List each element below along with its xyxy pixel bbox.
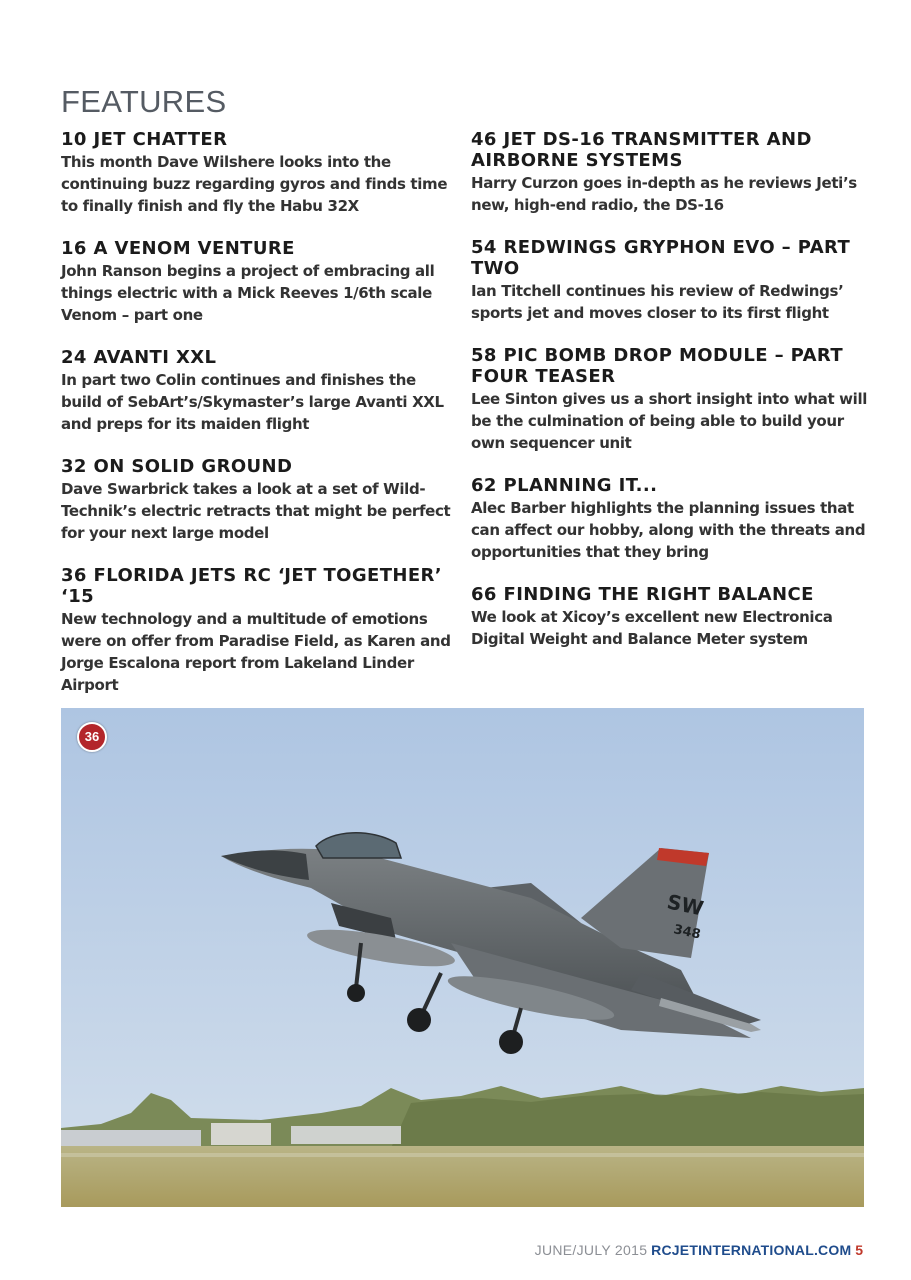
feature-item[interactable]	[61, 238, 453, 326]
building	[211, 1123, 271, 1145]
feature-description: We look at Xicoy’s excellent new Electronica Digital Weight and Balance Meter system	[471, 608, 833, 648]
jet-wheel	[499, 1030, 523, 1054]
feature-item[interactable]	[61, 347, 453, 435]
building	[61, 1130, 201, 1148]
section-title: FEATURES	[61, 84, 227, 119]
feature-title: 36 FLORIDA JETS RC ‘JET TOGETHER’ ‘15	[61, 565, 443, 607]
jet-wheel	[347, 984, 365, 1002]
features-right-column	[471, 129, 871, 671]
building	[291, 1126, 401, 1144]
issue-date: JUNE/JULY 2015	[534, 1242, 648, 1258]
feature-item[interactable]	[61, 565, 453, 696]
feature-title: 66 FINDING THE RIGHT BALANCE	[471, 584, 814, 605]
feature-title: 62 PLANNING IT...	[471, 475, 658, 496]
feature-item[interactable]	[471, 129, 871, 216]
jet-tail-code: SW	[664, 889, 706, 921]
feature-description: Dave Swarbrick takes a look at a set of Wild-Technik’s electric retracts that might be perfect for your next large model	[61, 480, 451, 542]
feature-description: Harry Curzon goes in-depth as he reviews Jeti’s new, high-end radio, the DS-16	[471, 174, 857, 214]
feature-title: 10 JET CHATTER	[61, 129, 228, 150]
website-link[interactable]: RCJETINTERNATIONAL.COM	[651, 1242, 852, 1258]
page-number: 5	[855, 1242, 863, 1258]
features-left-column	[61, 129, 453, 717]
feature-description: Ian Titchell continues his review of Redwings’ sports jet and moves closer to its first flight	[471, 282, 844, 322]
feature-description: In part two Colin continues and finishes the build of SebArt’s/Skymaster’s large Avanti XXL and preps for its maiden flight	[61, 371, 444, 433]
feature-title: 32 ON SOLID GROUND	[61, 456, 293, 477]
feature-description: John Ranson begins a project of embracing all things electric with a Mick Reeves 1/6th scale Venom – part one	[61, 262, 435, 324]
feature-description: New technology and a multitude of emotions were on offer from Paradise Field, as Karen and Jorge Escalona report from Lakeland Linder Airport	[61, 610, 451, 694]
feature-item[interactable]	[471, 237, 871, 324]
feature-title: 58 PIC BOMB DROP MODULE – PART FOUR TEASER	[471, 345, 844, 387]
feature-description: This month Dave Wilshere looks into the continuing buzz regarding gyros and finds time to finally finish and fly the Habu 32X	[61, 153, 448, 215]
feature-item[interactable]	[471, 345, 871, 454]
feature-item[interactable]	[61, 456, 453, 544]
feature-photo[interactable]	[61, 708, 864, 1207]
feature-title: 24 AVANTI XXL	[61, 347, 217, 368]
feature-item[interactable]	[471, 475, 871, 563]
feature-item[interactable]	[471, 584, 871, 650]
page-footer	[535, 1242, 863, 1258]
feature-title: 54 REDWINGS GRYPHON EVO – PART TWO	[471, 237, 851, 279]
jet-wheel	[407, 1008, 431, 1032]
feature-item[interactable]	[61, 129, 453, 217]
page-reference-badge: 36	[77, 722, 107, 752]
jet-tail-number: 348	[672, 922, 702, 943]
tree-line-dark	[391, 1092, 864, 1148]
feature-description: Lee Sinton gives us a short insight into what will be the culmination of being able to build your own sequencer unit	[471, 390, 868, 452]
feature-title: 16 A VENOM VENTURE	[61, 238, 295, 259]
runway-edge	[61, 1153, 864, 1157]
feature-description: Alec Barber highlights the planning issues that can affect our hobby, along with the threats and opportunities that they bring	[471, 499, 866, 561]
feature-title: 46 JET DS-16 TRANSMITTER AND AIRBORNE SYSTEMS	[471, 129, 812, 171]
